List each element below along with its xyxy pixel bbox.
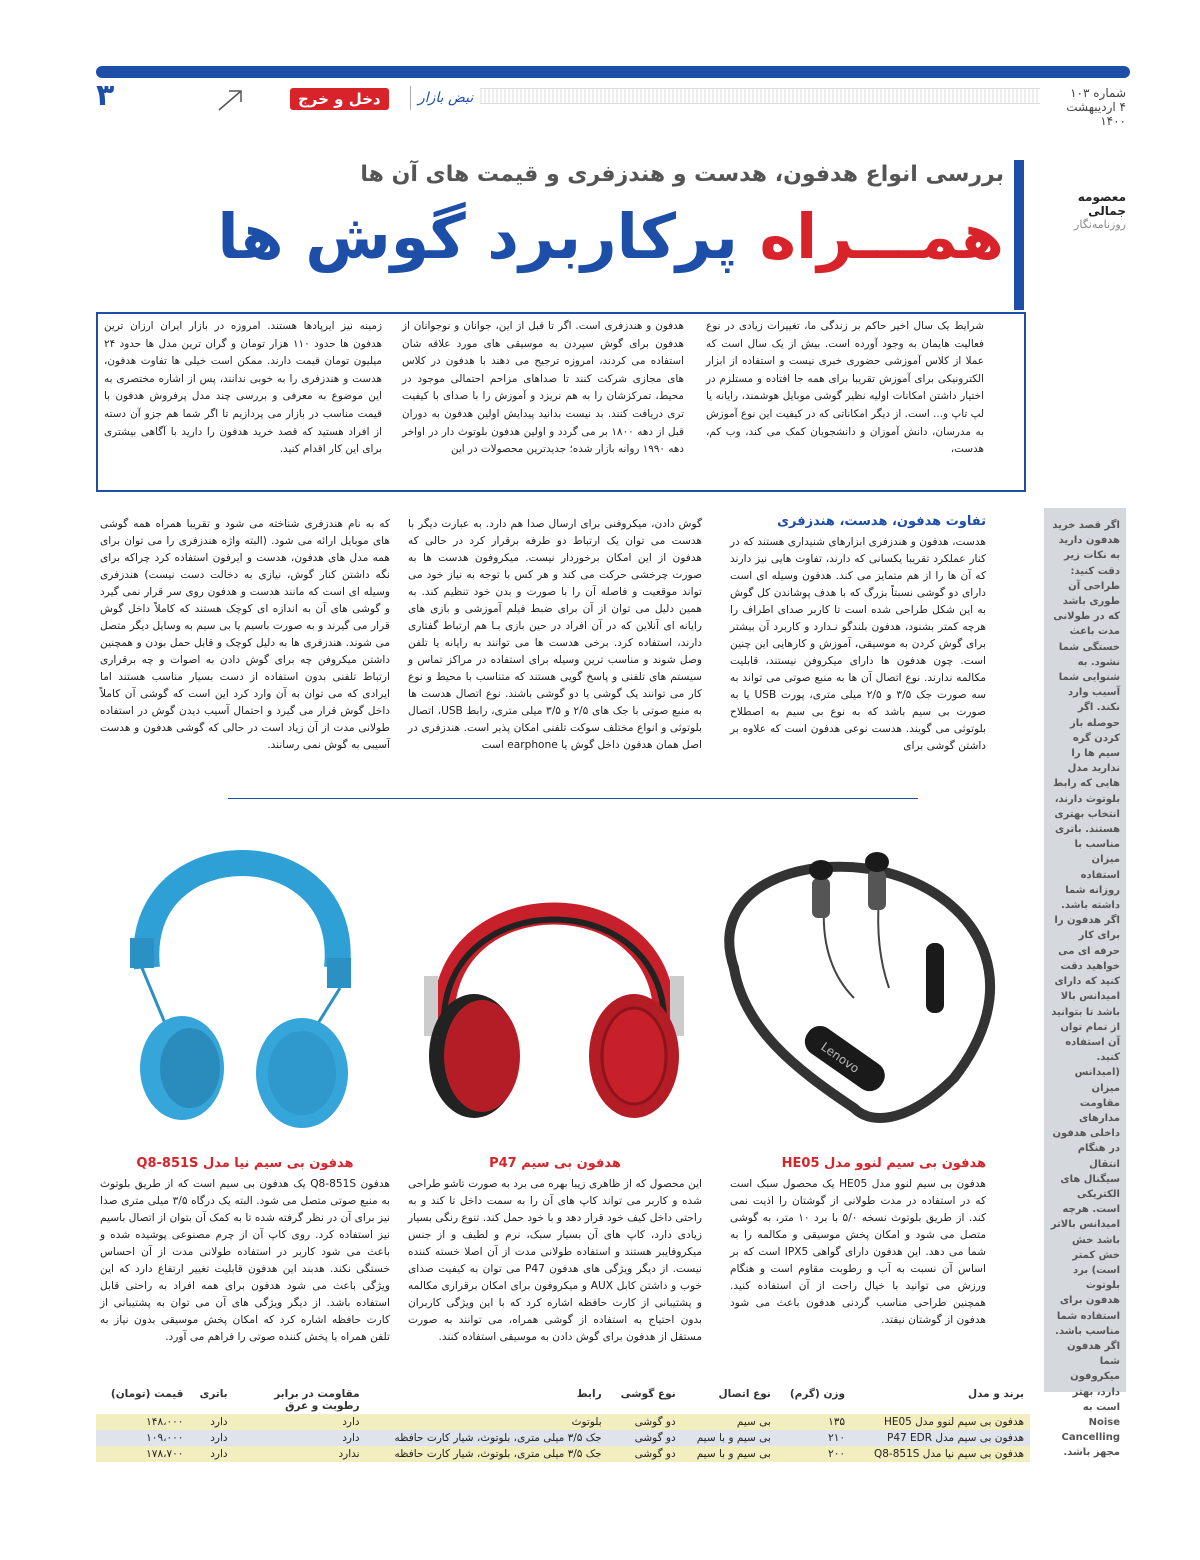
section-subhead: تفاوت هدفون، هدست، هندزفری — [777, 514, 986, 529]
cell-model: هدفون بی سیم لنوو مدل HE05 — [851, 1414, 1030, 1430]
body-column-1: هدست، هدفون و هندزفری ابزارهای شنیداری هستند که در کنار عملکرد تقریبا یکسانی که دارند، تفاوت هایی نیز دارند که آن ها را از هم متمایز می کند. هدفون وسیله ای است دارای دو گوشی نسبتاً بزرگ که با هدف پوشاندن کل گوش به این شکل طراحی شده است تا کاربر صدای اطراف را هرچه کمتر بشنود، هدفون بلندگو نـدارد و کاربرد آن بیشتر برای گوش کردن به موسیقی، آموزش و کارهایی این چنین است. چون هدفون ها دارای میکروفن نیستند، قابلیت مکالمه ندارند. نوع اتصال آن ها به منبع صوتی می تواند به سه صورت جک ۳/۵ و ۲/۵ میلی متری، پورت USB یا به صورت بی سیم باشد که به نوع بی سیم به اصطلاح بلوتوثی می گویند. هدست نوعی هدفون است که علاوه بر داشتن گوشی برای — [730, 536, 987, 752]
product-text-he05: هدفون بی سیم لنوو مدل HE05 یک محصول سبک است که در استفاده در مدت طولانی از گوشتان را اذیت نمی کند. از طریق بلوتوث نسخه ۵/۰ با برد ۱۰ متر، به گوشی متصل می شود و امکان پخش موسیقی و مکالمه را به شما می دهد. این هدفون دارای گواهی IPX5 است که بر اساس آن نسبت به آب و رطوبت مقاوم است و هنگام ورزش می توانید با خیال راحت از آن استفاده کنید. همچنین طراحی مناسب گردنی هدفون باعث می شود هدفون از گوشتان نیفتد. — [730, 1178, 986, 1326]
cell-price: ۱۰۹،۰۰۰ — [96, 1430, 189, 1446]
cell-price: ۱۷۸،۷۰۰ — [96, 1446, 189, 1462]
product-text-p47: این محصول که از ظاهری زیبا بهره می برد به صورت تاشو طراحی شده و کاربر می تواند کاپ های آن را به سمت داخل تا کند و به راحتی داخل کیف خود قرار دهد و با خود حمل کند. تنوع رنگی بسیار زیادی دارد، کاپ های آن بسیار سبک، نرم و لطیف و از جنس میکروفایبر هستند و استفاده طولانی مدت از آن اصلا خسته کننده نیست. از دیگر ویژگی های هدفون P47 می توان به کیفیت صدای خوب و داشتن کابل AUX و میکروفون برای امکان برقراری مکالمه و پشتیبانی از کارت حافظه اشاره کرد که با این ویژگی کاربران بدون احتیاج به استفاده از گوشی همراه، می توانند به صورت مستقل از هدفون برای گوش دادن به موسیقی استفاده کنند. — [408, 1178, 703, 1343]
table-row — [96, 1430, 1030, 1446]
article-title — [217, 200, 1004, 273]
col-header-ear-type: نوع گوشی — [620, 1388, 676, 1400]
cell-resistance: دارد — [234, 1430, 366, 1446]
p47-headphone-image — [404, 836, 704, 1136]
cell-ear-type: دو گوشی — [608, 1430, 682, 1446]
product-caption-p47: هدفون بی سیم P47 — [489, 1156, 621, 1171]
author-first-name: معصومه — [1077, 190, 1126, 204]
title-accent-bar — [1014, 160, 1024, 310]
product-caption-he05: هدفون بی سیم لنوو مدل HE05 — [781, 1156, 986, 1171]
product-text-q8: هدفون Q8-851S یک هدفون بی سیم است که از طریق بلوتوث به منبع صوتی متصل می شود. البته یک درگاه ۳/۵ میلی متری صدا نیز برای آن در نظر گرفته شده تا به کمک آن بتوان از اتصال باسیم نیز استفاده کرد. روی کاپ آن از چرم مصنوعی پوشیده شده و باعث می شود کاربر در استفاده طولانی مدت از آن احساس خستگی نکند. هدبند این هدفون قابلیت تغییر ارتفاع دارد که این ویژگی باعث می شود هدفون برای همه افراد به راحتی قابل استفاده باشد. از دیگر ویژگی های آن می توان به پشتیبانی از کارت حافظه اشاره کرد که امکان پخش موسیقی بدون نیاز به تلفن همراه یا پخش کننده صوتی را فراهم می آورد. — [100, 1178, 390, 1343]
title-red-part: همـــراه — [759, 200, 1004, 273]
table-row — [96, 1414, 1030, 1430]
cell-interface: جک ۳/۵ میلی متری، بلوتوث، شیار کارت حافظه — [366, 1430, 608, 1446]
intro-column-3: زمینه نیز ایرپادها هستند. امروزه در بازار ایران ارزان ترین هدفون ها حدود ۱۱۰ هزار تومان و گران ترین مدل ها حدود ۲۴ میلیون تومان قیمت دارند. ممکن است خیلی ها تفاوت هدفون، هدست و هندزفری را به خوبی ندانند، پس از اشاره مختصری به این موضوع به معرفی و بررسی چند مدل پرفروش هدفون با قیمت مناسب در بازار می پردازیم تا اگر شما هم جزو آن دسته از افراد هستید که قصد خرید هدفون را دارید با آگاهی بیشتری برای این کار اقدام کنید. — [104, 320, 382, 456]
issue-number: شماره ۱۰۳ — [1070, 86, 1126, 100]
section-name: نبض بازار — [418, 90, 474, 106]
cell-weight: ۲۱۰ — [777, 1430, 851, 1446]
author-last-name: جمالی — [1088, 204, 1126, 218]
col-header-interface: رابط — [576, 1388, 602, 1400]
q8-headphone-image — [112, 818, 372, 1138]
spec-table-header — [96, 1386, 1030, 1414]
cell-battery: دارد — [189, 1446, 233, 1462]
article-kicker: بررسی انواع هدفون، هدست و هندزفری و قیمت های آن ها — [360, 162, 1004, 187]
table-row — [96, 1446, 1030, 1462]
cell-model: هدفون بی سیم مدل P47 EDR — [851, 1430, 1030, 1446]
cell-ear-type: دو گوشی — [608, 1446, 682, 1462]
issue-date: ۴ اردیبهشت ۱۴۰۰ — [1066, 100, 1126, 128]
col-header-connection: نوع اتصال — [718, 1388, 771, 1400]
author-role: روزنامه‌نگار — [1074, 218, 1126, 231]
col-header-resistance: مقاومت در برابر رطوبت و عرق — [274, 1388, 360, 1412]
col-header-weight: وزن (گرم) — [789, 1388, 845, 1400]
intro-column-2: هدفون و هندزفری است. اگر تا قبل از این، جوانان و نوجوانان از هدفون برای گوش سپردن به موسیقی های مورد علاقه شان استفاده می کردند، امروزه ترجیح می دهند با هدفون در کلاس های مجازی شرکت کنند تا صداهای مزاحم احتمالی موجود در محیط، تمرکزشان را به هم نریزد و آموزش را با صدای با کیفیت تری دریافت کنند. بد نیست بدانید پیدایش اولین هدفون به دوران قبل از دهه ۱۸۰۰ بر می گردد و اولین هدفون بلوتوث دار در اواخر دهه ۱۹۹۰ روانه بازار شده؛ جدیدترین محصولات در این — [402, 320, 685, 456]
intro-column-1: شرایط یک سال اخیر حاکم بر زندگی ما، تغییرات زیادی در نوع فعالیت هایمان به وجود آورده است. بیش از یک سال است که عملا از کلاس آموزشی حضوری خبری نیست و استفاده از ابزار الکترونیکی برای آموزش تقریبا برای همه جا افتاده و مستلزم در اختیار داشتن امکانات اولیه نظیر گوشی موبایل هوشمند، رایانه یا لپ تاپ و... است. از دیگر امکاناتی که در کیفیت این نوع آموزش به مدرسان، دانش آموزان و دانشجویان کمک می کند، وب کم، هدست، — [706, 320, 984, 456]
tips-sidebar — [1044, 508, 1126, 1459]
header-divider — [410, 86, 411, 110]
col-header-battery: باتری — [199, 1388, 228, 1400]
cell-interface: جک ۳/۵ میلی متری، بلوتوث، شیار کارت حافظه — [366, 1446, 608, 1462]
col-header-model: برند و مدل — [968, 1388, 1024, 1400]
cell-resistance: ندارد — [234, 1446, 366, 1462]
lenovo-neckband-image — [704, 818, 994, 1138]
cell-weight: ۱۳۵ — [777, 1414, 851, 1430]
spec-table — [96, 1386, 1030, 1462]
header-rule — [480, 88, 1040, 104]
cell-battery: دارد — [189, 1430, 233, 1446]
top-bar — [96, 66, 1130, 78]
cell-weight: ۲۰۰ — [777, 1446, 851, 1462]
cell-interface: بلوتوث — [366, 1414, 608, 1430]
cell-resistance: دارد — [234, 1414, 366, 1430]
magazine-logo: دخل و خرج — [290, 88, 389, 110]
cell-model: هدفون بی سیم نیا مدل Q8-851S — [851, 1446, 1030, 1462]
product-caption-q8: هدفون بی سیم نیا مدل Q8-851S — [136, 1156, 354, 1171]
body-column-3: که به نام هندزفری شناخته می شود و تقریبا همراه همه گوشی های موبایل ارائه می شود. (البته واژه هندزفری را می توان برای همه مدل های هدفون، هدست و ایرفون استفاده کرد چراکه برای نگه داشتن کنار گوش، نیازی به دخالت دست نیست) هندزفری وسیله ای است که مانند هدست و هدفون روی سر قرار نمی گیرد و گوشی های آن به اندازه ای کوچک هستند که کاملاً داخل گوش قرار می گیرند و به صورت باسیم یا بی سیم به وسایل دیگر متصل می شوند. هندزفری ها به دلیل کوچک و قابل حمل بودن و همچنین داشتن میکروفن چه برای گوش دادن به اصوات و چه برقراری ارتباط تلفنی بدون استفاده از دست بسیار مناسب هستند اما ایرادی که می توان به آن وارد کرد این است که گوشی آن کاملاً داخل گوش قرار می گیرد و احتمال آسیب دیدن گوش در استفاده طولانی مدت از آن زیاد است در حالی که گوشی هدفون و هدست آسیبی به گوش نمی رسانند. — [100, 518, 390, 751]
section-divider — [228, 798, 918, 799]
cell-ear-type: دو گوشی — [608, 1414, 682, 1430]
col-header-price: قیمت (تومان) — [110, 1388, 184, 1400]
cell-connection: بی سیم — [682, 1414, 777, 1430]
cell-connection: بی سیم و با سیم — [682, 1430, 777, 1446]
title-blue-part: پرکاربرد گوش ها — [217, 200, 760, 273]
issue-info — [1066, 86, 1126, 128]
page-number: ۳ — [96, 78, 115, 113]
cell-battery: دارد — [189, 1414, 233, 1430]
body-column-2: گوش دادن، میکروفنی برای ارسال صدا هم دارد. به عبارت دیگر با هدست می توان یک ارتباط دو طرفه برقرار کرد در حالی که هدفون از این امکان برخوردار نیست. میکروفون هدست ها به صورت چرخشی حرکت می کند و هر کس با توجه به نیاز خود می تواند موقعیت و فاصله آن را با صورت و بدن خود تنظیم کند. به همین دلیل می توان از آن برای ضبط فیلم آموزشی و بازی های رایانه ای آنلاین که در آن افراد در حین بازی بـا هم ارتباط گفتاری دارند، استفاده کرد. برخی هدست ها می توانند به رایانه یا تلفن وصل شوند و مناسب ترین وسیله برای استفاده در مراکز تماس و سیستم های تلفنی و پاسخ گویی هستند که متناسب با محیط و نوع کار می توانند یک گوشی یا دو گوشی باشند. نوع اتصال هدست ها به منبع صوتی با جک های ۲/۵ و ۳/۵ میلی متری، رابط USB، اتصال بلوتوثی و انواع مختلف سوکت تلفنی امکان پذیر است. هندزفری در اصل همان هدفون داخل گوش یا earphone است — [408, 518, 702, 751]
cell-price: ۱۴۸،۰۰۰ — [96, 1414, 189, 1430]
lenovo-label: Lenovo — [818, 1039, 862, 1076]
tips-text: اگر قصد خرید هدفون دارید به نکات زیر دقت کنید: طراحی آن طوری باشد که در طولانی مدت باعث خستگی شما نشود. به شنوایی شما آسیب وارد نکند. اگر حوصله باز کردن گره سیم ها را ندارید مدل هایی که رابط بلوتوث دارند، انتخاب بهتری هستند. باتری مناسب با میزان استفاده روزانه شما داشته باشد. اگر هدفون را برای کار حرفه ای می خواهید دقت کنید که دارای امیدانس بالا باشد تا بتوانید از تمام توان آن استفاده کنید. (امیدانس میزان مقاومت مدارهای داخلی هدفون در هنگام انتقال سیگنال های الکتریکی است. هرچه امیدانس بالاتر باشد خش خش کمتر است) برد بلوتوث هدفون برای استفاده شما مناسب باشد. اگر هدفون شما میکروفون دارد، بهتر است به Noise Cancelling مجهز باشد. — [1050, 520, 1120, 1459]
cell-connection: بی سیم و با سیم — [682, 1446, 777, 1462]
author-block — [1048, 190, 1126, 231]
arrow-icon — [215, 88, 245, 112]
spec-table-wrap — [96, 1386, 1030, 1462]
